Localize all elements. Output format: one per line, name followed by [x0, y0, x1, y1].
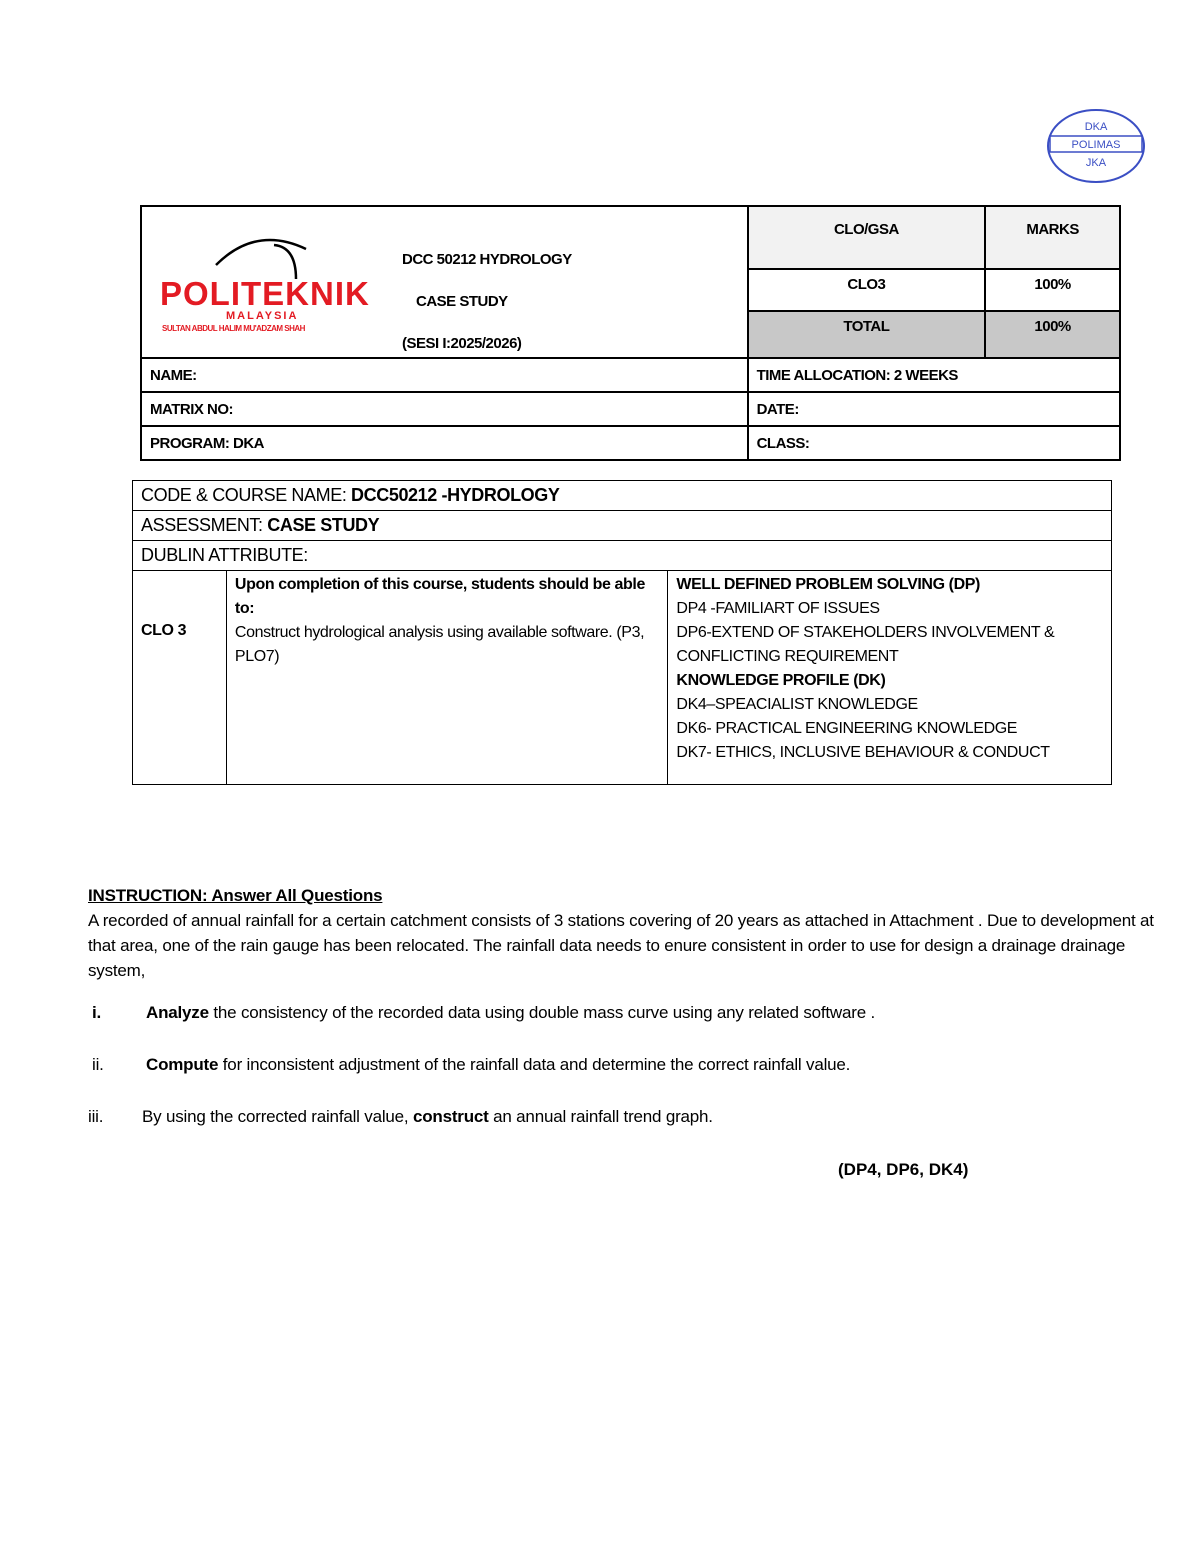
stamp-line2: POLIMAS [1071, 139, 1121, 151]
instruction-block [88, 883, 1163, 983]
assessment-row: ASSESSMENT: CASE STUDY [133, 511, 1112, 541]
clo-id: CLO 3 [133, 571, 227, 785]
logo-title-cell [141, 206, 748, 358]
dk-item: DK7- ETHICS, INCLUSIVE BEHAVIOUR & CONDUCT [676, 744, 1050, 761]
dublin-attribute-row: DUBLIN ATTRIBUTE: [133, 541, 1112, 571]
assessment-header-table [140, 205, 1121, 461]
assessment-type: CASE STUDY [416, 293, 508, 310]
logo-campus: SULTAN ABDUL HALIM MU'ADZAM SHAH [162, 324, 305, 333]
clo-marks: 100% [985, 269, 1120, 312]
question-number: i. [92, 1003, 102, 1022]
course-info-table [132, 480, 1112, 785]
course-code-value: DCC50212 -HYDROLOGY [351, 485, 560, 505]
name-field: NAME: [141, 358, 748, 392]
dk-item: DK4–SPEACIALIST KNOWLEDGE [676, 696, 918, 713]
date-field: DATE: [748, 392, 1120, 426]
dp-item: DP4 -FAMILIART OF ISSUES [676, 600, 880, 617]
dp-heading: WELL DEFINED PROBLEM SOLVING (DP) [676, 576, 980, 593]
instruction-body: A recorded of annual rainfall for a certain catchment consists of 3 stations covering of 20 years as attached in Attachment . Due to development at that area, one of the rain gauge has been relocated. The rainfall data needs to enure consistent in order to use for design a drainage drainage system, [88, 911, 1154, 980]
total-label: TOTAL [748, 311, 986, 358]
total-marks: 100% [985, 311, 1120, 358]
question-number: ii. [92, 1055, 104, 1074]
logo-wordmark: POLITEKNIK [160, 275, 370, 312]
stamp-line1: DKA [1084, 121, 1108, 133]
politeknik-logo [156, 227, 376, 335]
dk-item: DK6- PRACTICAL ENGINEERING KNOWLEDGE [676, 720, 1018, 737]
course-code-row: CODE & COURSE NAME: DCC50212 -HYDROLOGY [133, 481, 1112, 511]
course-title: DCC 50212 HYDROLOGY [402, 251, 572, 268]
class-field: CLASS: [748, 426, 1120, 460]
clo-value: CLO3 [748, 269, 986, 312]
time-allocation: TIME ALLOCATION: 2 WEEKS [748, 358, 1120, 392]
stamp-line3: JKA [1085, 157, 1107, 169]
logo-country: MALAYSIA [226, 310, 299, 322]
assessment-value: CASE STUDY [267, 515, 380, 535]
dka-polimas-jka-stamp [1046, 108, 1146, 184]
dp-item: DP6-EXTEND OF STAKEHOLDERS INVOLVEMENT & CONFLICTING REQUIREMENT [676, 624, 1055, 665]
matrix-field: MATRIX NO: [141, 392, 748, 426]
session: (SESI I:2025/2026) [402, 335, 522, 352]
instruction-heading: INSTRUCTION: Answer All Questions [88, 886, 383, 905]
question-number: iii. [88, 1107, 104, 1126]
clo-description [226, 571, 668, 785]
program-field: PROGRAM: DKA [141, 426, 748, 460]
clo-intro: Upon completion of this course, students should be able to: [234, 576, 645, 617]
dk-heading: KNOWLEDGE PROFILE (DK) [676, 672, 886, 689]
clo-text: Construct hydrological analysis using available software. (P3, PLO7) [234, 624, 645, 665]
attributes-list [668, 571, 1112, 785]
clo-gsa-header: CLO/GSA [748, 206, 986, 269]
attribute-reference: (DP4, DP6, DK4) [838, 1160, 969, 1179]
marks-header: MARKS [985, 206, 1120, 269]
